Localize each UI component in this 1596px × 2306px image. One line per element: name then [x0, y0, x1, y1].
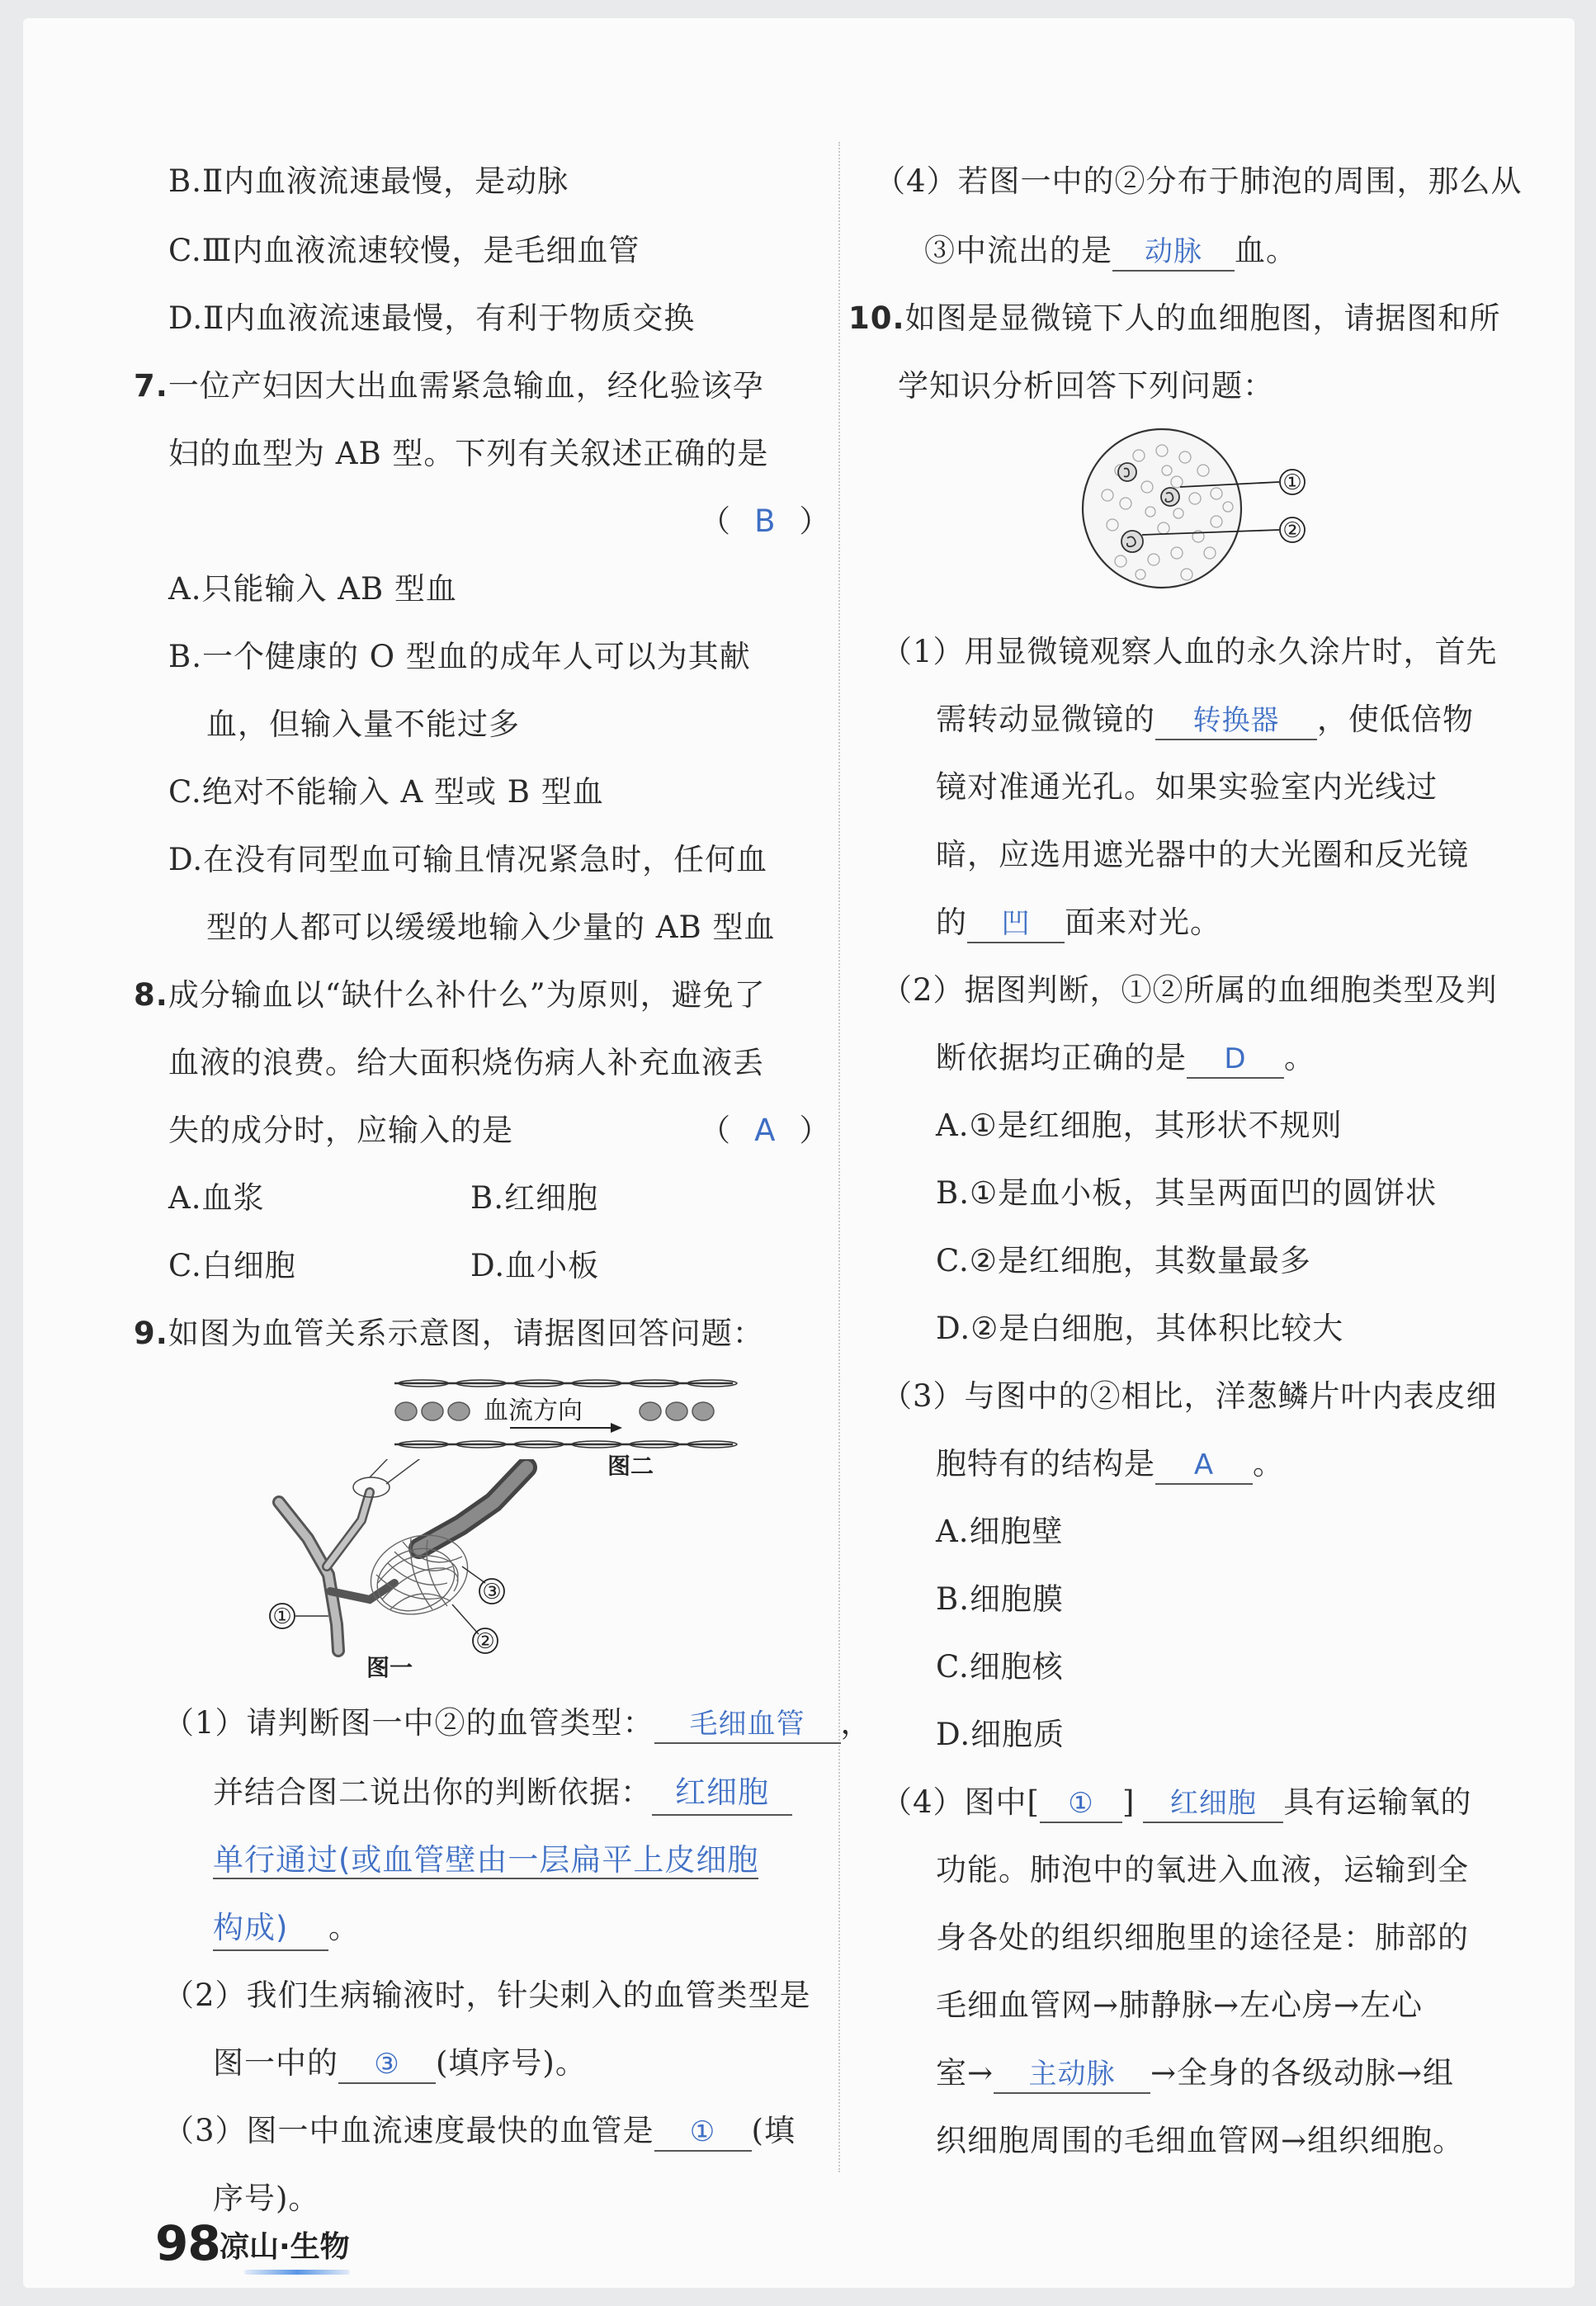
fig1-marker-1: ①	[272, 1604, 292, 1629]
page-number: 98	[155, 2215, 220, 2271]
q9-3-line2: 序号)。	[213, 2181, 320, 2216]
workbook-page	[23, 18, 1575, 2288]
q9-2-prompt: 图一中的	[213, 2045, 338, 2081]
q10-stem-line2: 学知识分析回答下列问题：	[898, 368, 1274, 404]
q9-1-line1	[163, 1702, 872, 1745]
q8-stem-line2: 血液的浪费。给大面积烧伤病人补充血液丢	[168, 1045, 764, 1080]
figure-1-vessels	[246, 1459, 560, 1682]
q10-3-option-b: B.细胞膜	[936, 1581, 1064, 1617]
q10-3-line2	[936, 1443, 1284, 1486]
q9-number: 9.	[134, 1316, 168, 1351]
q9-1-reason-c: 构成)	[213, 1907, 328, 1951]
q7-stem-line1	[134, 365, 764, 408]
q9-2-answer-blank: ③	[338, 2046, 436, 2084]
q10-3-option-a: A.细胞壁	[936, 1514, 1064, 1549]
q10-1-suffix2: 面来对光。	[1065, 905, 1221, 940]
q10-4-line6: 织细胞周围的毛细血管网→组织细胞。	[936, 2123, 1465, 2158]
q10-4-line4: 毛细血管网→肺静脉→左心房→左心	[936, 1987, 1424, 2023]
figure-blood-cells	[1071, 421, 1352, 602]
q10-1-line5	[936, 901, 1221, 944]
q7-answer-paren	[700, 500, 830, 543]
q9-3-suffix: (填	[751, 2113, 796, 2148]
q8-number: 8.	[134, 977, 168, 1013]
q10-1-prompt2: 的	[936, 905, 967, 940]
q7-text: 一位产妇因大出血需紧急输血，经化验该孕	[168, 368, 764, 404]
figure-marker-1: ①	[1282, 470, 1302, 495]
q7-option-d-line1: D.在没有同型血可输且情况紧急时，任何血	[168, 842, 768, 877]
q10-1-line3: 镜对准通光孔。如果实验室内光线过	[936, 769, 1438, 805]
q8-text: 成分输血以“缺什么补什么”为原则，避免了	[168, 977, 766, 1013]
q10-3-option-c: C.细胞核	[936, 1649, 1064, 1685]
q9-1-comma: ，	[840, 1705, 872, 1741]
q9-1-period: 。	[328, 1910, 360, 1945]
q10-1-answer-blank2: 凹	[967, 905, 1065, 943]
footer-accent-bar	[244, 2270, 350, 2275]
q9-1-reason-a: 红细胞	[652, 1771, 792, 1816]
q9-text: 如图为血管关系示意图，请据图回答问题：	[168, 1316, 764, 1351]
q10-2-option-b: B.①是血小板，其呈两面凹的圆饼状	[936, 1175, 1438, 1211]
q10-1-answer-blank: 转换器	[1155, 702, 1317, 740]
fig2-flow-label: 血流方向	[484, 1396, 583, 1425]
q7-answer: B	[754, 503, 776, 539]
q7-option-b-line1: B.一个健康的 O 型血的成年人可以为其献	[168, 639, 751, 674]
q10-4-line1	[881, 1781, 1471, 1824]
q9-4-line2	[924, 229, 1297, 272]
q10-4-prompt2: 室→	[936, 2055, 994, 2091]
q10-1-line2	[936, 698, 1474, 741]
q7-option-b-line2: 血，但输入量不能过多	[206, 706, 520, 742]
q7-number: 7.	[134, 368, 168, 404]
q8-option-a: A.血浆	[168, 1180, 265, 1216]
q10-2-option-d: D.②是白细胞，其体积比较大	[936, 1311, 1344, 1346]
q10-4-suffix: 具有运输氧的	[1283, 1784, 1472, 1820]
paren-open: （	[700, 503, 730, 539]
q10-2-line1: （2）据图判断，①②所属的血细胞类型及判	[881, 972, 1498, 1008]
q9-1-text: （1）请判断图一中②的血管类型：	[163, 1705, 654, 1741]
fig1-caption: 图一	[366, 1654, 413, 1681]
q9-2-line2	[213, 2042, 587, 2085]
q10-4-bracket: ]	[1121, 1784, 1136, 1820]
q7-stem-line2: 妇的血型为 AB 型。下列有关叙述正确的是	[168, 436, 769, 471]
q10-3-answer-blank: A	[1155, 1447, 1253, 1485]
q8-option-c: C.白细胞	[168, 1248, 296, 1283]
q10-4-answer-blank3: 主动脉	[994, 2056, 1150, 2094]
q10-number: 10.	[848, 300, 905, 336]
q9-1-reason-b	[213, 1839, 758, 1882]
q10-4-answer-blank1: ①	[1040, 1785, 1122, 1823]
column-divider	[838, 142, 840, 2172]
q10-stem-line1	[848, 297, 1501, 340]
q9-stem	[134, 1312, 764, 1355]
q10-3-suffix: 。	[1253, 1446, 1284, 1481]
q9-4-line1: （4）若图一中的②分布于肺泡的周围，那么从	[875, 163, 1523, 199]
q9-4-suffix: 血。	[1235, 233, 1297, 268]
q10-2-option-a: A.①是红细胞，其形状不规则	[936, 1108, 1343, 1143]
paren-close: ）	[799, 1113, 830, 1148]
q10-text: 如图是显微镜下人的血细胞图，请据图和所	[904, 300, 1501, 336]
q10-4-suffix2: →全身的各级动脉→组	[1150, 2055, 1455, 2091]
q10-2-suffix: 。	[1284, 1040, 1315, 1075]
q10-4-line5	[936, 2052, 1454, 2095]
q10-2-prompt: 断依据均正确的是	[936, 1040, 1187, 1075]
q9-1-line2	[213, 1771, 792, 1816]
q6-option-b: B.Ⅱ内血液流速最慢，是动脉	[168, 163, 569, 199]
paren-close: ）	[799, 503, 830, 539]
book-title: 凉山·生物	[220, 2230, 350, 2264]
q10-2-line2	[936, 1037, 1315, 1080]
q9-3-prompt: （3）图一中血流速度最快的血管是	[163, 2113, 654, 2148]
q10-2-answer-blank: D	[1187, 1041, 1284, 1079]
q9-1-line4	[213, 1907, 360, 1951]
q10-1-line1: （1）用显微镜观察人血的永久涂片时，首先	[881, 634, 1498, 669]
q7-option-a: A.只能输入 AB 型血	[168, 571, 457, 607]
q9-4-prompt: ③中流出的是	[924, 233, 1112, 268]
q10-3-option-d: D.细胞质	[936, 1717, 1065, 1752]
q9-2-suffix: (填序号)。	[436, 2045, 587, 2081]
q10-1-line4: 暗，应选用遮光器中的大光圈和反光镜	[936, 837, 1469, 872]
q8-stem-line3: 失的成分时，应输入的是	[168, 1113, 513, 1148]
q9-3-answer-blank: ①	[654, 2114, 752, 2152]
q6-option-d: D.Ⅱ内血液流速最慢，有利于物质交换	[168, 300, 696, 336]
q10-4-prompt: （4）图中[	[881, 1784, 1040, 1820]
q10-4-line2: 功能。肺泡中的氧进入血液，运输到全	[936, 1852, 1469, 1888]
q7-option-d-line2: 型的人都可以缓缓地输入少量的 AB 型血	[206, 910, 776, 945]
q8-answer-paren	[700, 1109, 830, 1152]
q9-3-line1	[163, 2110, 796, 2152]
q9-2-line1: （2）我们生病输液时，针尖刺入的血管类型是	[163, 1978, 811, 2013]
q9-4-answer-blank: 动脉	[1112, 234, 1235, 272]
q10-3-line1: （3）与图中的②相比，洋葱鳞片叶内表皮细	[881, 1378, 1498, 1414]
q10-1-suffix: ，使低倍物	[1317, 702, 1474, 737]
fig1-marker-3: ③	[482, 1580, 502, 1604]
q8-option-d: D.血小板	[470, 1248, 600, 1283]
q9-1-reason-prompt: 并结合图二说出你的判断依据：	[213, 1774, 652, 1810]
q10-1-prompt: 需转动显微镜的	[936, 702, 1155, 737]
q10-4-line3: 身各处的组织细胞里的途径是：肺部的	[936, 1920, 1469, 1955]
q10-4-answer-blank2: 红细胞	[1143, 1785, 1283, 1823]
q10-3-prompt: 胞特有的结构是	[936, 1446, 1155, 1481]
q6-option-c: C.Ⅲ内血液流速较慢，是毛细血管	[168, 233, 640, 268]
q8-option-b: B.红细胞	[470, 1180, 598, 1216]
q8-answer: A	[754, 1113, 776, 1148]
q7-option-c: C.绝对不能输入 A 型或 B 型血	[168, 774, 604, 810]
figure-marker-2: ②	[1282, 518, 1302, 543]
q8-stem-line1	[134, 974, 766, 1017]
q9-1-answer-blank: 毛细血管	[654, 1706, 841, 1744]
q9-1-reason-b-text: 单行通过(或血管壁由一层扁平上皮细胞	[213, 1842, 759, 1878]
q10-2-option-c: C.②是红细胞，其数量最多	[936, 1243, 1311, 1278]
fig2-caption: 图二	[607, 1453, 654, 1476]
paren-open: （	[700, 1113, 730, 1148]
fig1-marker-2: ②	[475, 1629, 495, 1654]
